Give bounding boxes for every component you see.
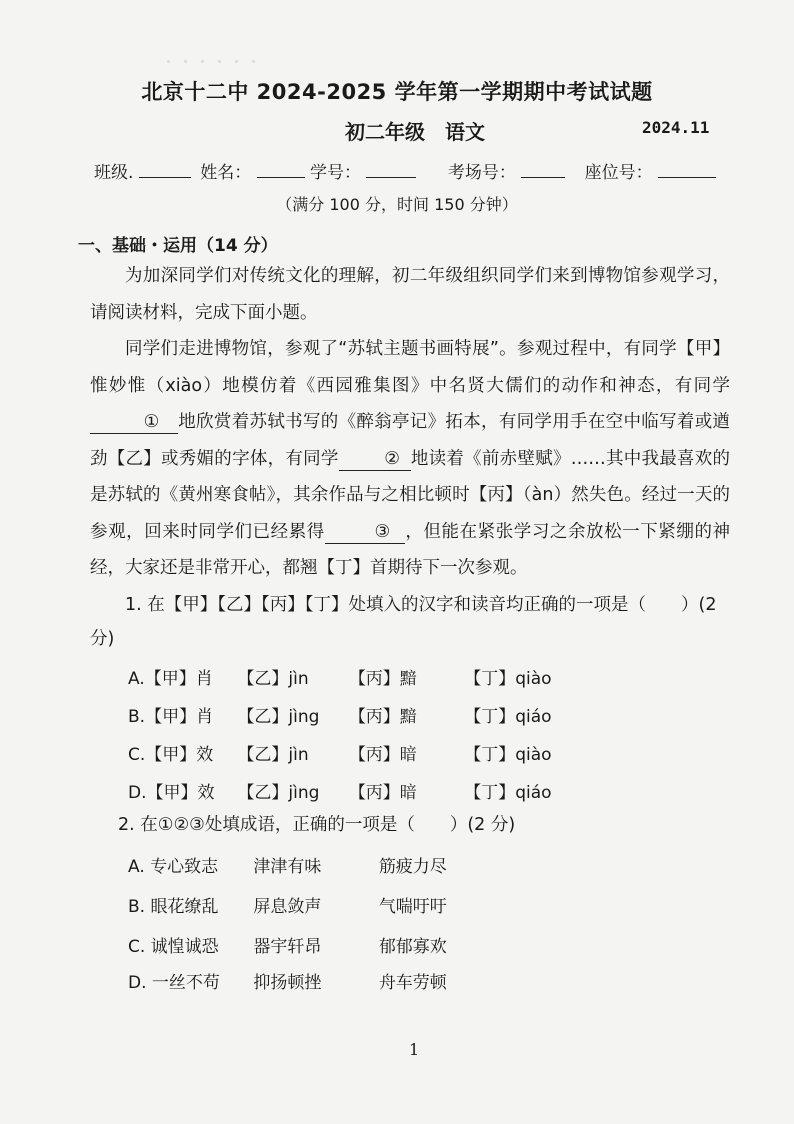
option-part: 筋疲力尽 [378,857,447,877]
option-part: 【丙】暗 [348,783,417,803]
option-part: 器宇轩昂 [253,937,322,957]
q2-option-d[interactable] [128,968,447,993]
student-info-row [94,158,716,183]
q2-option-c[interactable] [128,932,447,957]
option-part: 【乙】jìng [237,783,320,803]
intro-paragraph: 为加深同学们对传统文化的理解，初二年级组织同学们来到博物馆参观学习，请阅读材料，完成下面小题。 [90,266,730,323]
fill-blank-2[interactable]: ② [339,448,411,471]
option-label: A. 专心致志 [128,857,219,877]
question-2-stem: 2. 在①②③处填成语，正确的一项是（ ）(2 分) [118,815,516,835]
fill-blank-3[interactable]: ③ [325,521,405,544]
option-part: 气喘吁吁 [378,897,447,917]
option-part: 舟车劳顿 [378,973,447,993]
option-part: 【丁】qiào [464,669,552,689]
passage-part-c: 地读着《前赤壁赋》……其中我最喜欢的是苏轼的《黄州寒食帖》，其余作品与之相比顿时【丙】（àn）然失色。经过一天的参观，回来时同学们已经累得 [90,448,731,542]
option-part: 【丁】qiào [464,745,552,765]
seat-label: 座位号： [584,163,653,183]
option-part: 【丙】黯 [348,707,417,727]
option-label: B.【甲】肖 [128,707,214,727]
option-label: D. 一丝不苟 [128,973,220,993]
option-label: A.【甲】肖 [128,669,213,689]
class-label: 班级. [94,163,134,183]
q1-option-a[interactable] [128,664,552,689]
option-part: 津津有味 [253,857,322,877]
passage-part-a: 同学们走进博物馆，参观了“苏轼主题书画特展”。参观过程中，有同学【甲】惟妙惟（xiào）地模仿着《西园雅集图》中名贤大儒们的动作和神态，有同学 [90,339,730,396]
exam-date: 2024.11 [642,118,710,137]
option-part: 【乙】jìng [237,707,320,727]
passage-part-d: ，但能在紧张学习之余放松一下紧绷的神经，大家还是非常开心，都翘【丁】首期待下一次参观。 [90,521,731,578]
name-label: 姓名： [200,163,252,183]
room-label: 考场号： [447,163,516,183]
option-label: B. 眼花缭乱 [128,897,219,917]
exam-title: 北京十二中 2024-2025 学年第一学期期中考试试题 [141,80,653,104]
score-time-note: （满分 100 分，时间 150 分钟） [276,195,518,214]
option-part: 【丙】暗 [348,745,417,765]
grade-subject: 初二年级 语文 [345,120,485,144]
passage-paragraph [90,331,730,587]
q1-option-c[interactable] [128,740,552,765]
option-label: D.【甲】效 [128,783,215,803]
fill-blank-1[interactable]: ① [90,411,178,434]
page-number: 1 [409,1040,420,1059]
student-id-label: 学号： [310,163,362,183]
option-part: 屏息敛声 [253,897,322,917]
q2-option-b[interactable] [128,892,447,917]
question-1-stem: 1. 在【甲】【乙】【丙】【丁】处填入的汉字和读音均正确的一项是（ ）(2 分) [90,595,717,649]
bleed-through-text: ・・・・・・ [160,53,262,73]
option-label: C.【甲】效 [128,745,214,765]
option-part: 抑扬顿挫 [253,973,322,993]
q1-option-d[interactable] [128,778,552,803]
student-id-blank[interactable] [366,161,416,178]
name-blank[interactable] [257,161,305,178]
option-label: C. 诚惶诚恐 [128,937,219,957]
seat-blank[interactable] [658,161,716,178]
option-part: 【丁】qiáo [464,707,552,727]
option-part: 【丙】黯 [348,669,417,689]
q1-option-b[interactable] [128,702,552,727]
option-part: 郁郁寡欢 [378,937,447,957]
option-part: 【丁】qiáo [464,783,552,803]
q2-option-a[interactable] [128,852,447,877]
reading-material [90,258,730,587]
option-part: 【乙】jìn [237,669,309,689]
class-blank[interactable] [139,161,191,178]
section-heading: 一、基础・运用（14 分） [78,236,278,256]
option-part: 【乙】jìn [237,745,309,765]
passage-part-b: 地欣赏着苏轼书写的《醉翁亭记》拓本，有同学用手在空中临写着或遒劲【乙】或秀媚的字体，有同学 [90,412,730,469]
room-blank[interactable] [521,161,565,178]
